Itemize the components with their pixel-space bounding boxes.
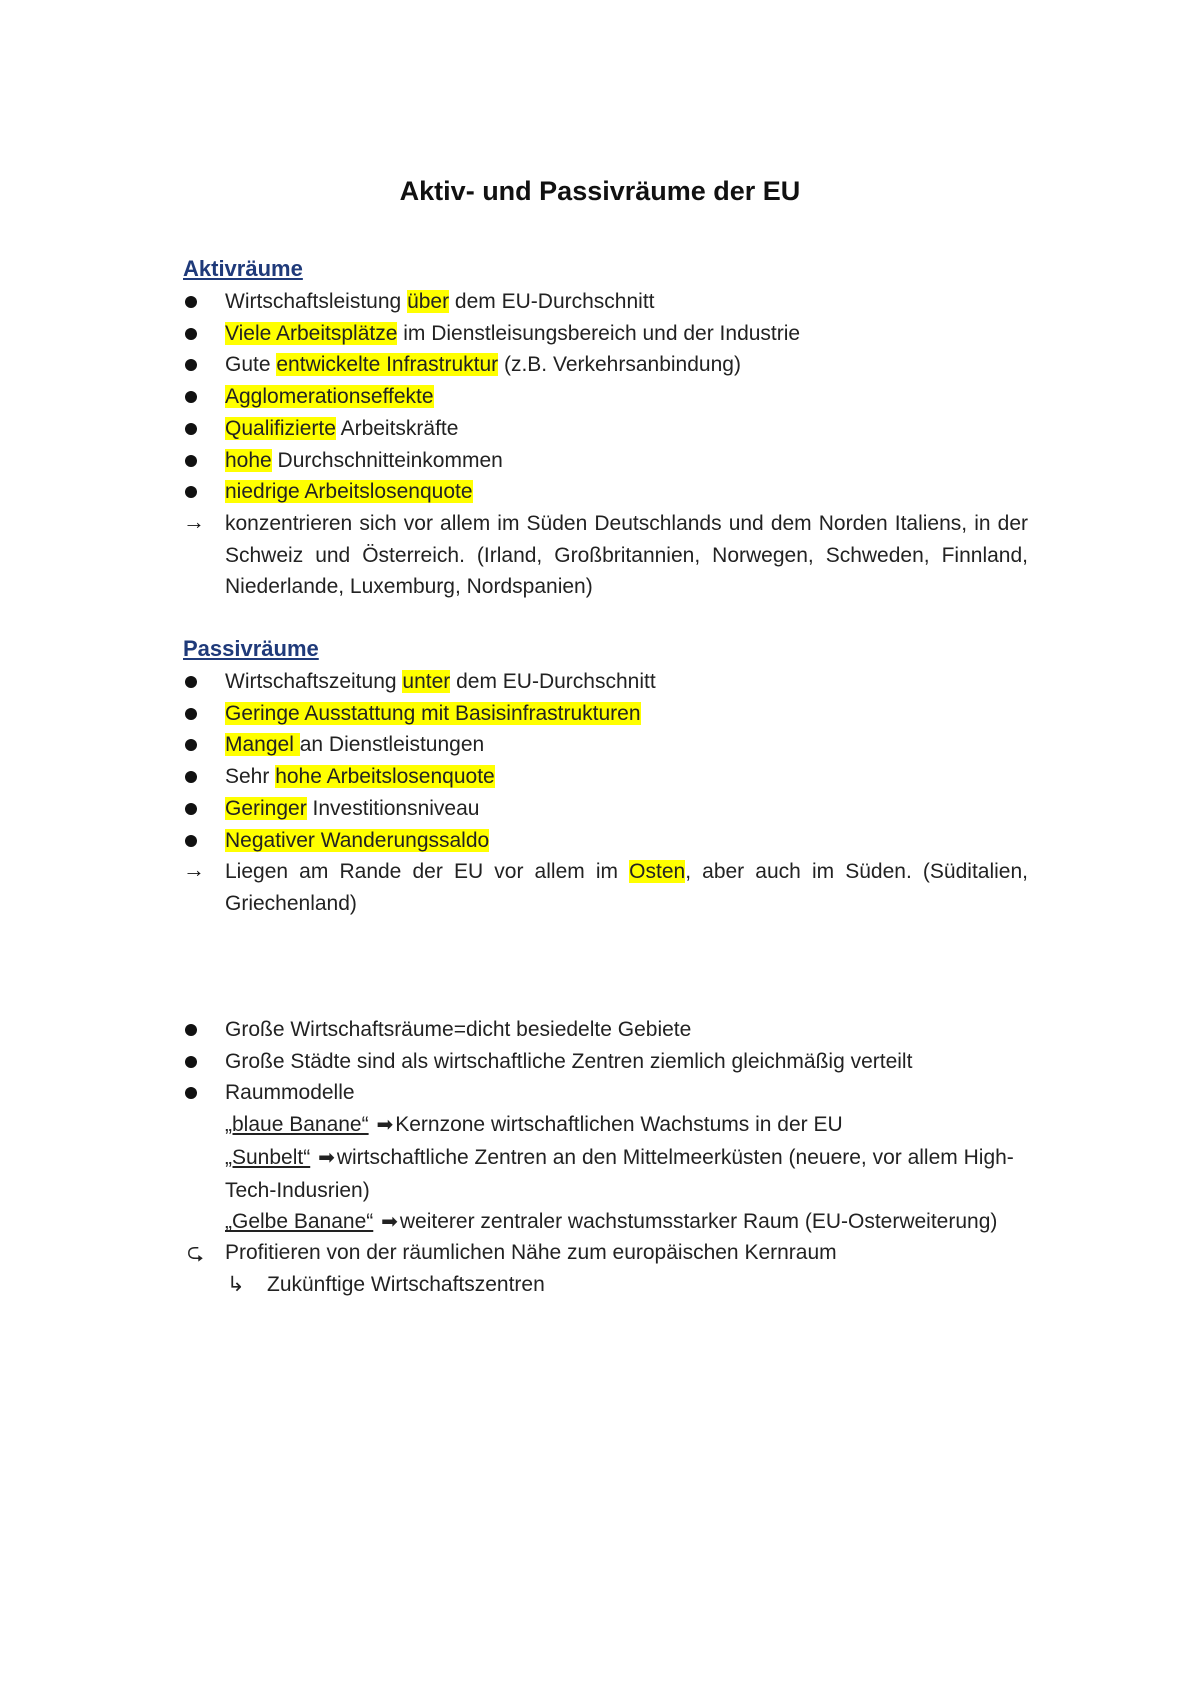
sub-points [183, 1237, 1083, 1300]
aktiv-list [183, 286, 1028, 603]
bullet-icon [185, 486, 197, 498]
list-item: Mangel an Dienstleistungen [183, 729, 1028, 761]
bullet-icon [185, 359, 197, 371]
list-item: niedrige Arbeitslosenquote [183, 476, 1028, 508]
list-item-raummodelle: Raummodelle „blaue Banane“ ➡Kernzone wirtschaftlichen Wachstums in der EU „Sunbelt“ ➡wirtschaftliche Zentren an den Mittelmeerküsten (neuere, vor allem High-Tech-Indusrien) „Gelbe Banane“ ➡weiterer zentraler wachstumsstarker Raum (EU-Osterweiterung) [183, 1077, 1028, 1239]
sub-sub-point: ↳ Zukünftige Wirtschaftszentren [183, 1269, 1083, 1301]
list-item: Gute entwickelte Infrastruktur (z.B. Verkehrsanbindung) [183, 349, 1028, 381]
list-item: hohe Durchschnitteinkommen [183, 445, 1028, 477]
bullet-icon [185, 391, 197, 403]
document-title: Aktiv- und Passivräume der EU [399, 176, 801, 206]
curved-arrow-icon: ⮎ [187, 1241, 204, 1264]
list-item: Negativer Wanderungssaldo [183, 825, 1028, 857]
bullet-icon [185, 771, 197, 783]
bullet-icon [185, 455, 197, 467]
sub-point: ⮎ Profitieren von der räumlichen Nähe zum europäischen Kernraum [183, 1237, 1083, 1269]
arrow-right-icon: → [183, 508, 205, 534]
model-gelbe-banane: „Gelbe Banane“ ➡weiterer zentraler wachstumsstarker Raum (EU-Osterweiterung) [225, 1210, 998, 1234]
arrow-item: → konzentrieren sich vor allem im Süden Deutschlands und dem Norden Italiens, in der Schweiz und Österreich. (Irland, Großbritannien, Norwegen, Schweden, Finnland, Niederlande, Luxemburg, Nordspanien) [183, 508, 1028, 603]
list-item: Große Wirtschaftsräume=dicht besiedelte Gebiete [183, 1014, 1028, 1046]
list-item: Sehr hohe Arbeitslosenquote [183, 761, 1028, 793]
arrow-item: → Liegen am Rande der EU vor allem im Osten, aber auch im Süden. (Süditalien, Griechenland) [183, 856, 1028, 919]
bullet-icon [185, 328, 197, 340]
list-item: Qualifizierte Arbeitskräfte [183, 413, 1028, 445]
arrow-right-icon: → [183, 857, 205, 883]
list-item: Agglomerationseffekte [183, 381, 1028, 413]
heavy-arrow-icon: ➡ [381, 1211, 398, 1234]
list-item: Viele Arbeitsplätze im Dienstleisungsbereich und der Industrie [183, 318, 1028, 350]
model-sunbelt: „Sunbelt“ ➡wirtschaftliche Zentren an den Mittelmeerküsten (neuere, vor allem High-Tech-Indusrien) [225, 1145, 1014, 1202]
list-item: Wirtschaftszeitung unter dem EU-Durchschnitt [183, 666, 1028, 698]
hook-arrow-icon: ↳ [227, 1272, 245, 1296]
bullet-icon [185, 296, 197, 308]
bullet-icon [185, 423, 197, 435]
heavy-arrow-icon: ➡ [376, 1114, 394, 1137]
heading-passivraeume: Passivräume [183, 636, 319, 661]
extra-list [183, 1014, 1028, 1239]
bullet-icon [185, 1024, 197, 1036]
heading-aktivraeume: Aktivräume [183, 256, 303, 281]
list-item: Geringe Ausstattung mit Basisinfrastrukturen [183, 698, 1028, 730]
bullet-icon [185, 676, 197, 688]
bullet-icon [185, 739, 197, 751]
list-item: Große Städte sind als wirtschaftliche Zentren ziemlich gleichmäßig verteilt [183, 1046, 1028, 1078]
heavy-arrow-icon: ➡ [318, 1146, 335, 1169]
list-item: Geringer Investitionsniveau [183, 793, 1028, 825]
model-blaue-banane: „blaue Banane“ ➡Kernzone wirtschaftlichen Wachstums in der EU [225, 1113, 843, 1137]
bullet-icon [185, 708, 197, 720]
list-item: Wirtschaftsleistung über dem EU-Durchschnitt [183, 286, 1028, 318]
bullet-icon [185, 835, 197, 847]
bullet-icon [185, 1087, 197, 1099]
passiv-list [183, 666, 1028, 920]
bullet-icon [185, 1056, 197, 1068]
bullet-icon [185, 803, 197, 815]
